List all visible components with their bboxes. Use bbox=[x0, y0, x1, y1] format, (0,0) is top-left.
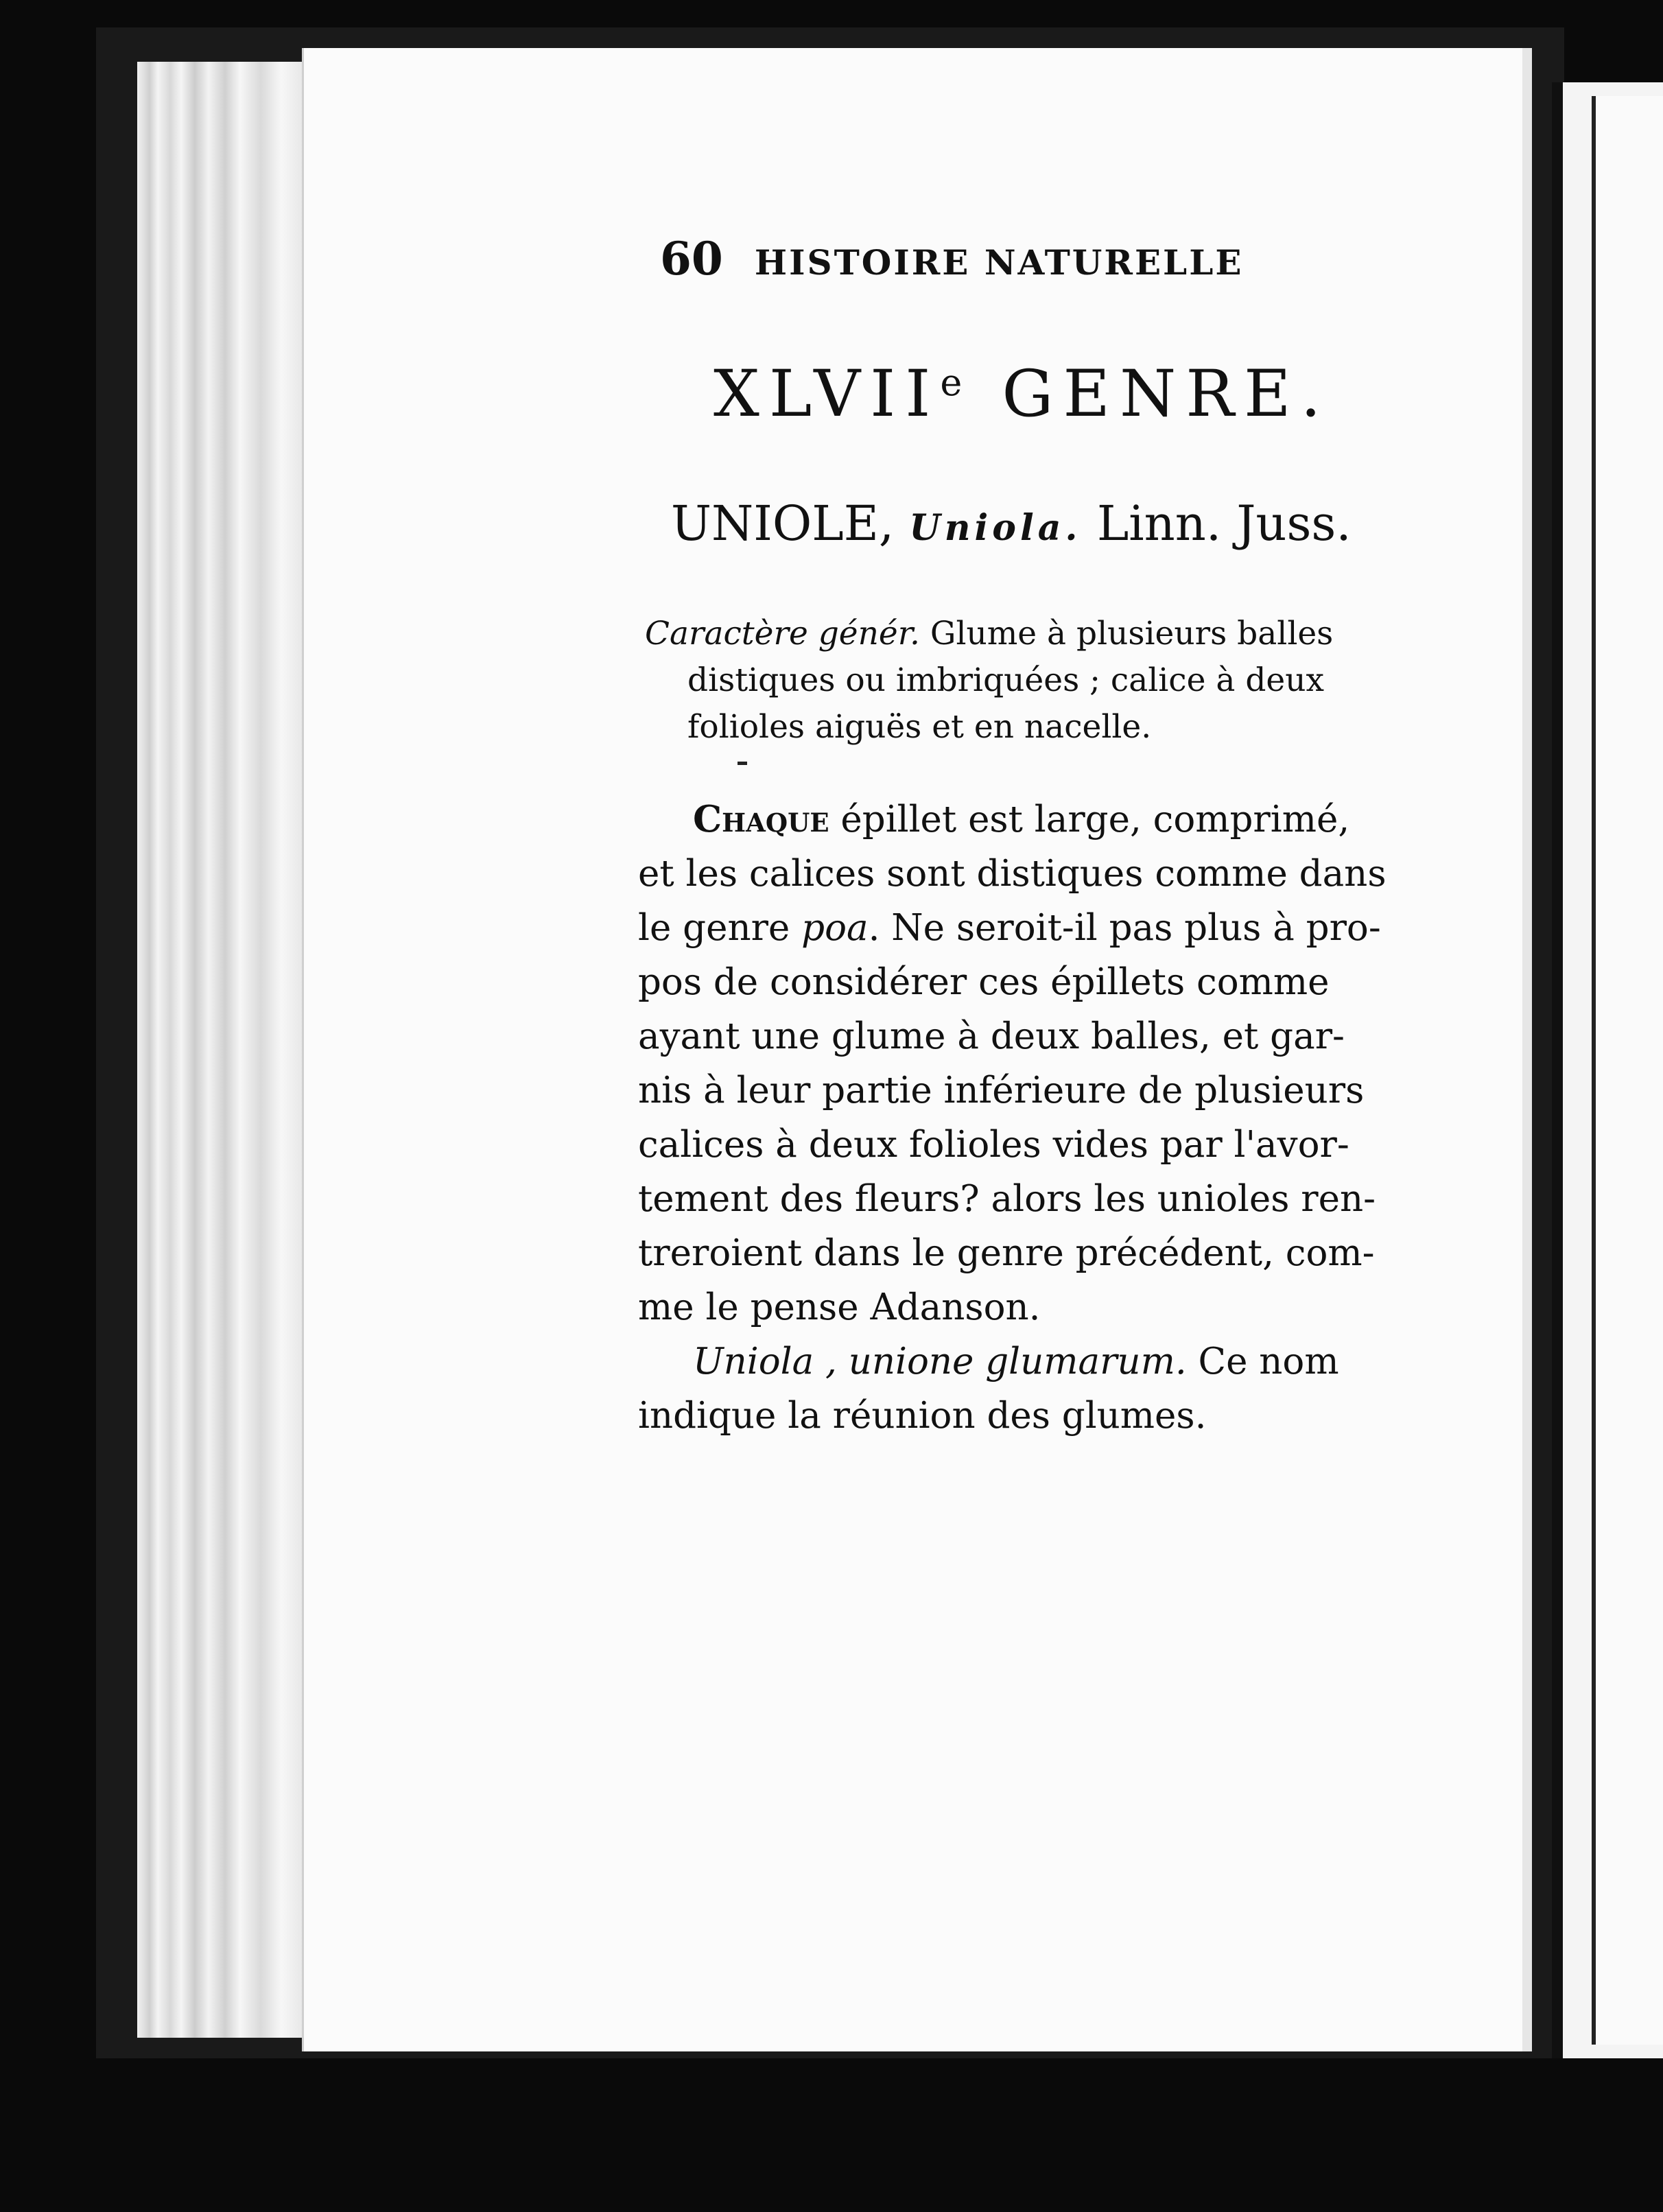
genus-french-name: UNIOLE, bbox=[671, 495, 895, 552]
paragraph-1-line-1 bbox=[638, 792, 1387, 847]
genre-heading bbox=[713, 357, 1365, 432]
paragraph-1-line-7: calices à deux folioles vides par l'avor- bbox=[638, 1124, 1349, 1166]
character-line-3: folioles aiguës et en nacelle. bbox=[687, 708, 1152, 746]
character-line-1 bbox=[645, 611, 1333, 657]
generic-character bbox=[645, 611, 1333, 751]
character-line-2: distiques ou imbriquées ; calice à deux bbox=[687, 661, 1325, 699]
paragraph-1-line-8: tement des fleurs? alors les unioles ren- bbox=[638, 1178, 1376, 1220]
paragraph-1-line-1-text: épillet est large, comprimé, bbox=[829, 799, 1350, 840]
genus-authorities: Linn. Juss. bbox=[1096, 495, 1352, 552]
separator-mark bbox=[738, 762, 747, 765]
running-title: HISTOIRE NATURELLE bbox=[754, 242, 1244, 283]
paragraph-1-line-4: pos de considérer ces épillets comme bbox=[638, 961, 1330, 1003]
page-edges bbox=[137, 62, 329, 2038]
genre-word: GENRE. bbox=[1002, 357, 1331, 432]
bottom-shadow bbox=[96, 2058, 1663, 2212]
paragraph-1-line-5: ayant une glume à deux balles, et gar- bbox=[638, 1015, 1345, 1057]
paragraph-1-line-10: me le pense Adanson. bbox=[638, 1286, 1041, 1328]
paragraph-2-etymology: Uniola , unione glumarum. bbox=[693, 1341, 1187, 1382]
paragraph-1-line-2: et les calices sont distiques comme dans bbox=[638, 853, 1387, 895]
character-lead: Caractère génér. bbox=[645, 615, 920, 652]
paragraph-1-smallcaps: Chaque bbox=[693, 798, 829, 840]
paragraph-1-line-3-end: . Ne seroit-il pas plus à pro- bbox=[868, 907, 1381, 949]
paragraph-1-line-3-start: le genre bbox=[638, 907, 802, 949]
paragraph-2-line-1 bbox=[638, 1334, 1387, 1389]
paragraph-2-line-2: indique la réunion des glumes. bbox=[638, 1395, 1207, 1437]
genus-subheading bbox=[671, 495, 1352, 552]
genus-latin-name: Uniola. bbox=[909, 507, 1082, 549]
paragraph-2-line-1-text: Ce nom bbox=[1186, 1341, 1339, 1382]
running-header bbox=[660, 232, 1291, 285]
page-number: 60 bbox=[660, 232, 723, 285]
genre-numeral: XLVII bbox=[713, 357, 941, 432]
body-paragraphs bbox=[638, 792, 1387, 1443]
character-line-1-text: Glume à plusieurs balles bbox=[919, 615, 1334, 652]
paragraph-1-line-6: nis à leur partie inférieure de plusieurs bbox=[638, 1070, 1365, 1111]
genre-superscript: e bbox=[940, 361, 963, 404]
paragraph-1-genus-poa: poa bbox=[801, 907, 869, 949]
paragraph-1-line-9: treroient dans le genre précédent, com- bbox=[638, 1232, 1375, 1274]
adjacent-page bbox=[1592, 96, 1663, 2045]
paragraph-1-line-3 bbox=[638, 901, 1387, 955]
